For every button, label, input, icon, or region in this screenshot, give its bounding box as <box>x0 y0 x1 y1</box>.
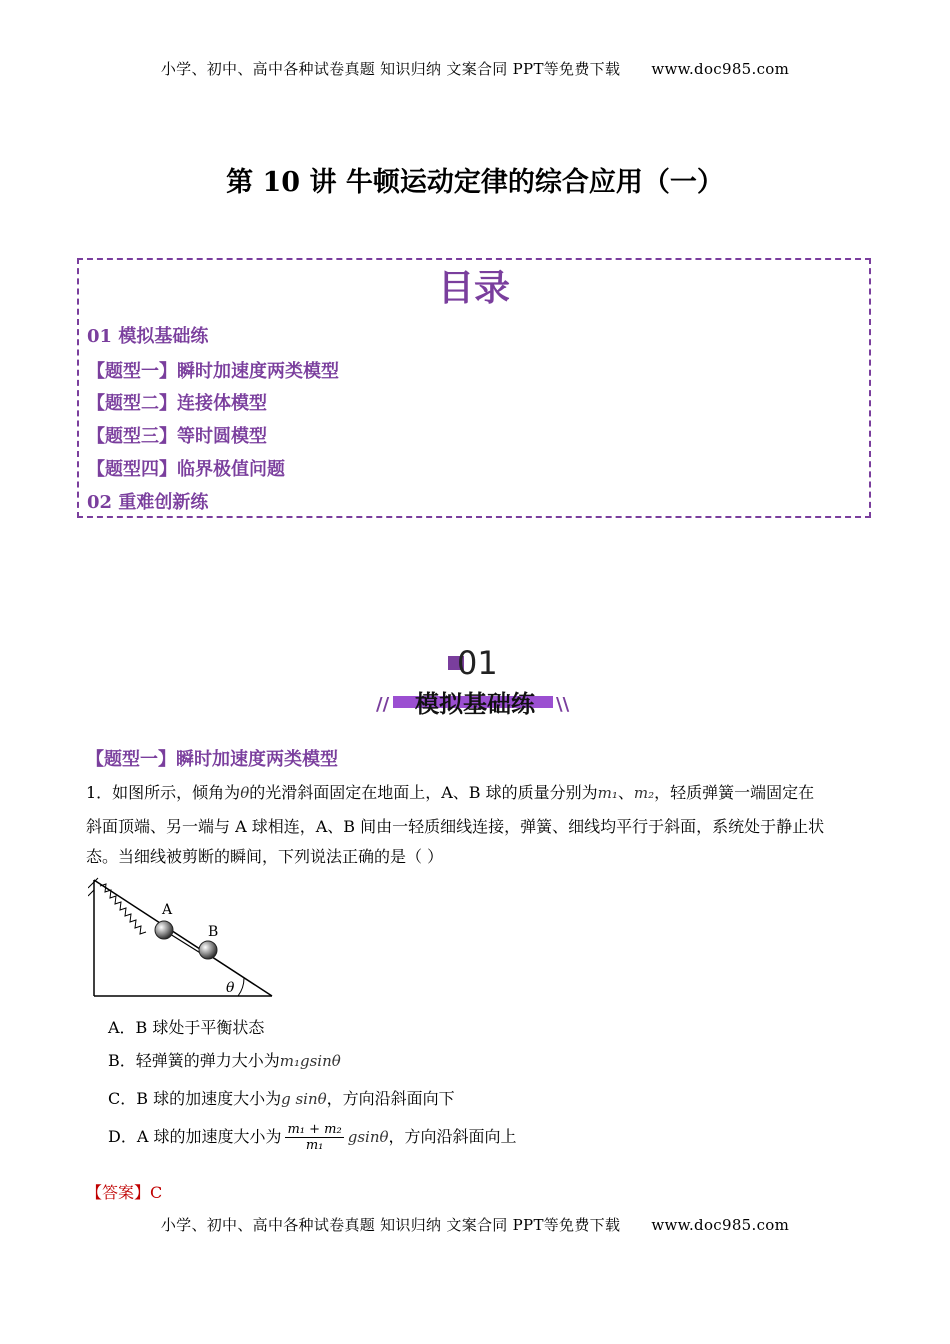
header-site[interactable]: www.doc985.com <box>651 60 790 78</box>
ball-a-icon <box>155 921 173 939</box>
question-line-3: 态。当细线被剪断的瞬间，下列说法正确的是（ ） <box>86 847 444 866</box>
page-footer <box>0 1214 950 1235</box>
option-c[interactable]: C．B 球的加速度大小为g sinθ，方向沿斜面向下 <box>108 1089 455 1108</box>
toc-item[interactable]: 02 重难创新练 <box>87 492 209 513</box>
badge-slash-right-icon: \\ <box>556 694 570 715</box>
toc-item[interactable]: 【题型四】临界极值问题 <box>87 459 285 480</box>
hatch-marks <box>88 878 98 896</box>
table-of-contents <box>77 258 871 518</box>
incline-figure <box>88 876 278 1002</box>
incline-slope <box>94 880 272 996</box>
answer: 【答案】C <box>86 1183 163 1202</box>
label-a: A <box>162 902 173 918</box>
fraction: $\frac{\text{m₁ + m₂}}{\text{m₁}}$ <box>287 1122 342 1153</box>
toc-heading: 目录 <box>437 268 510 309</box>
page-title: 第 10 讲 牛顿运动定律的综合应用（一） <box>226 167 724 198</box>
badge-number: 01 <box>457 644 498 682</box>
ball-b-icon <box>199 941 217 959</box>
label-theta: θ <box>226 980 235 996</box>
section-title: 【题型一】瞬时加速度两类模型 <box>86 749 338 770</box>
badge-label: 模拟基础练 <box>415 690 535 718</box>
question-line-1: 1．如图所示，倾角为θ的光滑斜面固定在地面上，A、B 球的质量分别为m₁、m₂，轻质弹簧一端固定在 <box>86 783 815 802</box>
badge-slash-left-icon: // <box>376 694 390 715</box>
footer-site[interactable]: www.doc985.com <box>651 1216 790 1234</box>
footer-text: 小学、初中、高中各种试卷真题 知识归纳 文案合同 PPT等免费下载 <box>160 1216 621 1234</box>
option-a[interactable]: A．B 球处于平衡状态 <box>108 1018 265 1037</box>
angle-arc <box>238 978 244 996</box>
toc-item[interactable]: 【题型二】连接体模型 <box>87 393 267 414</box>
page-header <box>0 58 950 79</box>
header-text: 小学、初中、高中各种试卷真题 知识归纳 文案合同 PPT等免费下载 <box>160 60 621 78</box>
section-badge <box>0 640 950 720</box>
toc-item[interactable]: 【题型一】瞬时加速度两类模型 <box>87 361 339 382</box>
string-line <box>170 934 202 954</box>
question-line-2: 斜面顶端、另一端与 A 球相连，A、B 间由一轻质细线连接，弹簧、细线均平行于斜面，系统处于静止状 <box>86 817 825 836</box>
option-b[interactable]: B．轻弹簧的弹力大小为m₁gsinθ <box>108 1051 341 1070</box>
label-b: B <box>208 924 219 940</box>
option-d[interactable]: D．A 球的加速度大小为 $\frac{\text{m₁ + m₂}}{\text{m₁}}$ gsinθ，方向沿斜面向上 <box>108 1122 517 1153</box>
toc-item[interactable]: 01 模拟基础练 <box>87 326 209 347</box>
toc-item[interactable]: 【题型三】等时圆模型 <box>87 426 267 447</box>
